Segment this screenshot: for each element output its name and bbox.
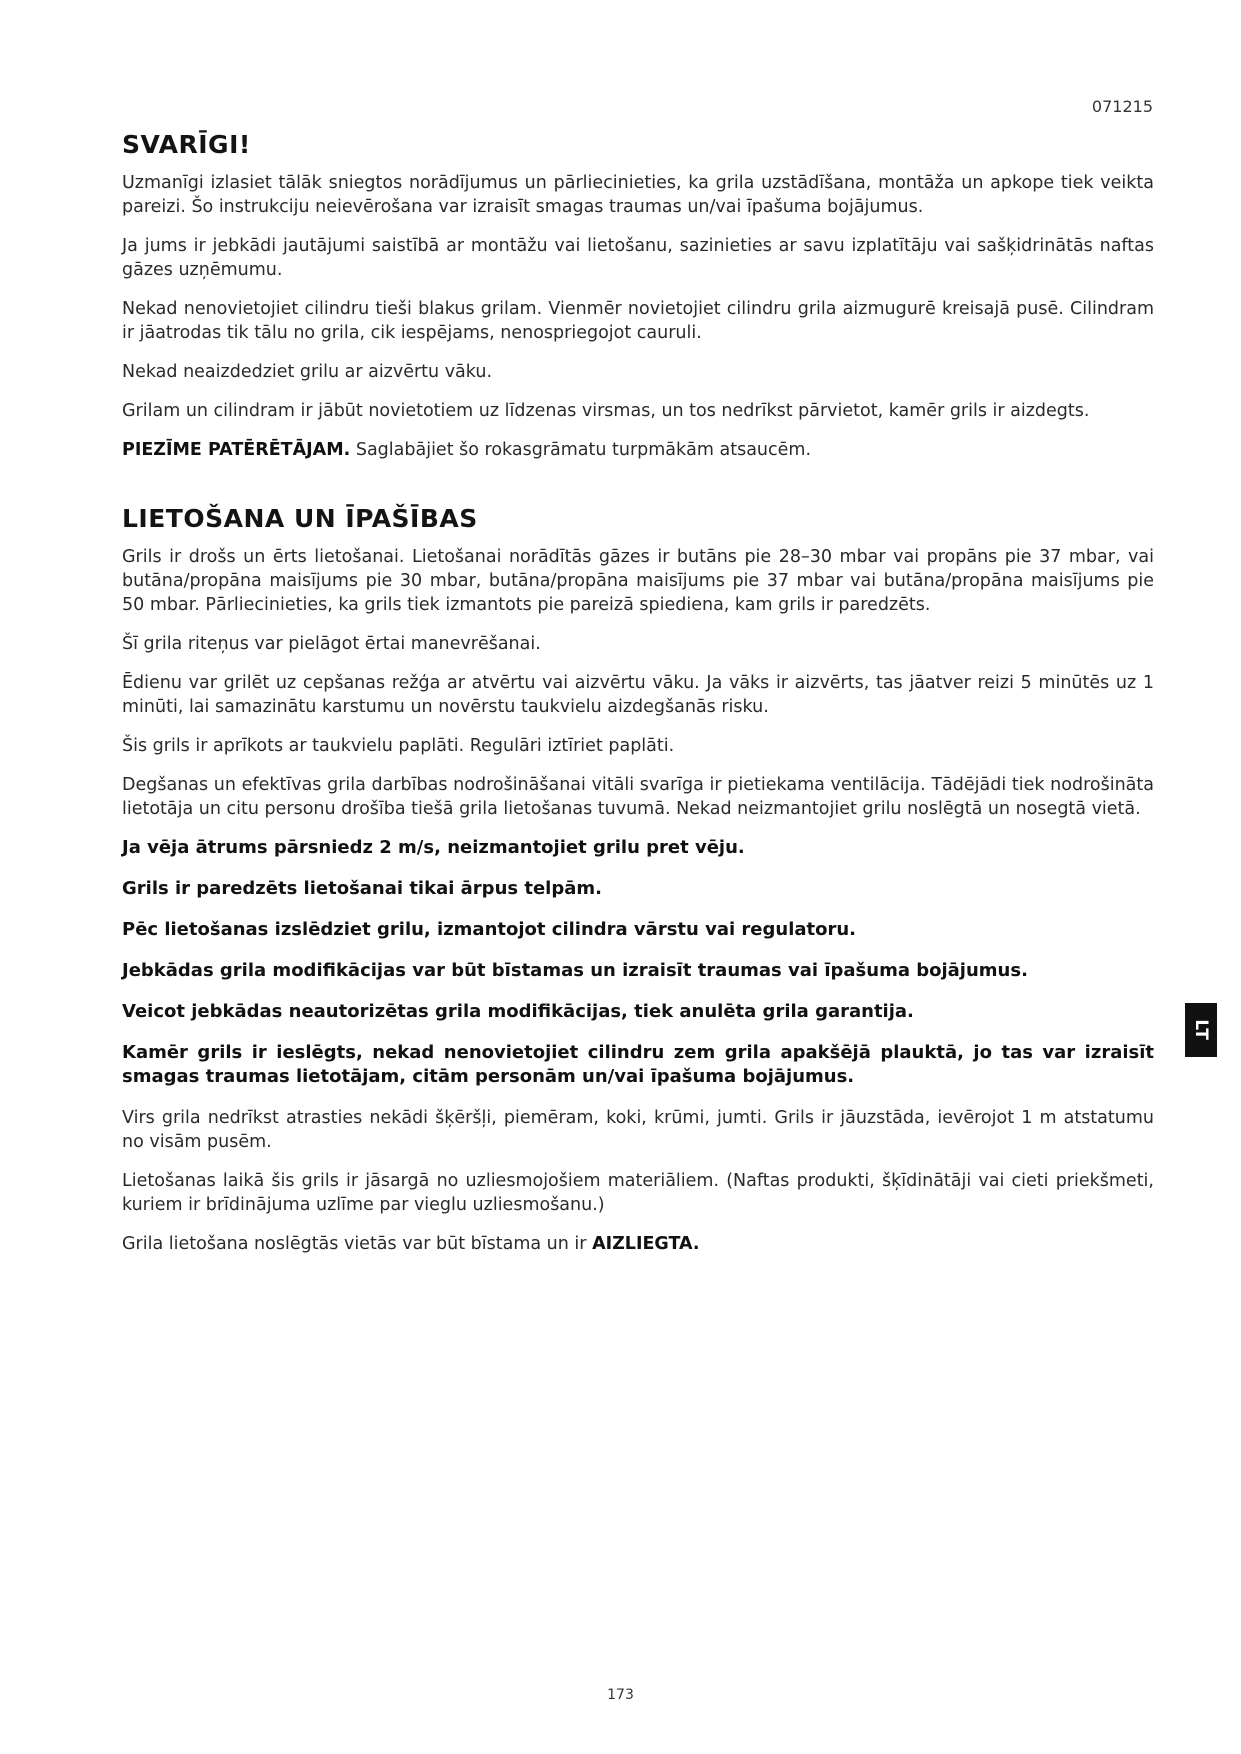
consumer-note (122, 438, 1154, 462)
warning-paragraph: Pēc lietošanas izslēdziet grilu, izmantojot cilindra vārstu vai regulatoru. (122, 919, 857, 940)
paragraph: Lietošanas laikā šis grils ir jāsargā no uzliesmojošiem materiāliem. (Naftas produkti, šķīdinātāji vai cieti priekšmeti, kuriem ir brīdinājuma uzlīme par vieglu uzliesmošanu.) (122, 1171, 1154, 1215)
paragraph: Šis grils ir aprīkots ar taukvielu paplāti. Regulāri iztīriet paplāti. (122, 736, 675, 756)
page-number: 173 (607, 1687, 634, 1703)
paragraph: Degšanas un efektīvas grila darbības nodrošināšanai vitāli svarīga ir pietiekama ventilācija. Tādējādi tiek nodrošināta lietotāja un citu personu drošība tiešā grila lietošanas tuvumā. Nekad neizmantojiet grilu noslēgtā un nosegtā vietā. (122, 775, 1154, 819)
warning-paragraph: Jebkādas grila modifikācijas var būt bīstamas un izraisīt traumas vai īpašuma bojājumus. (122, 960, 1028, 981)
consumer-note-text: Saglabājiet šo rokasgrāmatu turpmākām atsaucēm. (350, 440, 812, 460)
paragraph: Nekad nenovietojiet cilindru tieši blakus grilam. Vienmēr novietojiet cilindru grila aizmugurē kreisajā pusē. Cilindram ir jāatrodas tik tālu no grila, cik iespējams, nenospriegojot cauruli. (122, 299, 1154, 343)
language-tab (1185, 1003, 1217, 1057)
warning-paragraph: Veicot jebkādas neautorizētas grila modifikācijas, tiek anulēta grila garantija. (122, 1001, 914, 1022)
page-content (122, 130, 1154, 1271)
paragraph: Virs grila nedrīkst atrasties nekādi šķēršļi, piemēram, koki, krūmi, jumti. Grils ir jāuzstāda, ievērojot 1 m atstatumu no visām pusēm. (122, 1108, 1154, 1152)
paragraph: Šī grila riteņus var pielāgot ērtai manevrēšanai. (122, 634, 541, 654)
section-title-usage: LIETOŠANA UN ĪPAŠĪBAS (122, 504, 478, 533)
paragraph: Ēdienu var grilēt uz cepšanas režģa ar atvērtu vai aizvērtu vāku. Ja vāks ir aizvērts, tas jāatver reizi 5 minūtēs uz 1 minūti, lai samazinātu karstumu un novērstu taukvielu aizdegšanās risku. (122, 673, 1154, 717)
paragraph: Grilam un cilindram ir jābūt novietotiem uz līdzenas virsmas, un tos nedrīkst pārvietot, kamēr grils ir aizdegts. (122, 401, 1090, 421)
consumer-note-label: PIEZĪME PATĒRĒTĀJAM. (122, 440, 351, 460)
paragraph (122, 1232, 1154, 1256)
paragraph-text: Grila lietošana noslēgtās vietās var būt bīstama un ir (122, 1234, 593, 1254)
paragraph: Ja jums ir jebkādi jautājumi saistībā ar montāžu vai lietošanu, sazinieties ar savu izplatītāju vai sašķidrinātās naftas gāzes uzņēmumu. (122, 236, 1154, 280)
warning-paragraph: Kamēr grils ir ieslēgts, nekad nenovietojiet cilindru zem grila apakšējā plauktā, jo tas var izraisīt smagas traumas lietotājam, citām personām un/vai īpašuma bojājumus. (122, 1042, 1154, 1087)
warning-paragraph: Ja vēja ātrums pārsniedz 2 m/s, neizmantojiet grilu pret vēju. (122, 837, 745, 858)
paragraph: Uzmanīgi izlasiet tālāk sniegtos norādījumus un pārliecinieties, ka grila uzstādīšana, montāža un apkope tiek veikta pareizi. Šo instrukciju neievērošana var izraisīt smagas traumas un/vai īpašuma bojājumus. (122, 173, 1154, 217)
language-tab-label: LT (1191, 1019, 1211, 1041)
paragraph: Nekad neaizdedziet grilu ar aizvērtu vāku. (122, 362, 493, 382)
warning-paragraph: Grils ir paredzēts lietošanai tikai ārpus telpām. (122, 878, 602, 899)
prohibited-label: AIZLIEGTA. (592, 1234, 700, 1254)
section-title-important: SVARĪGI! (122, 130, 251, 159)
paragraph: Grils ir drošs un ērts lietošanai. Lietošanai norādītās gāzes ir butāns pie 28–30 mbar vai propāns pie 37 mbar, vai butāna/propāna maisījums pie 30 mbar, butāna/propāna maisījums pie 37 mbar vai butāna/propāna maisījums pie 50 mbar. Pārliecinieties, ka grils tiek izmantots pie pareizā spiediena, kam grils ir paredzēts. (122, 547, 1154, 615)
document-code: 071215 (1091, 97, 1153, 116)
